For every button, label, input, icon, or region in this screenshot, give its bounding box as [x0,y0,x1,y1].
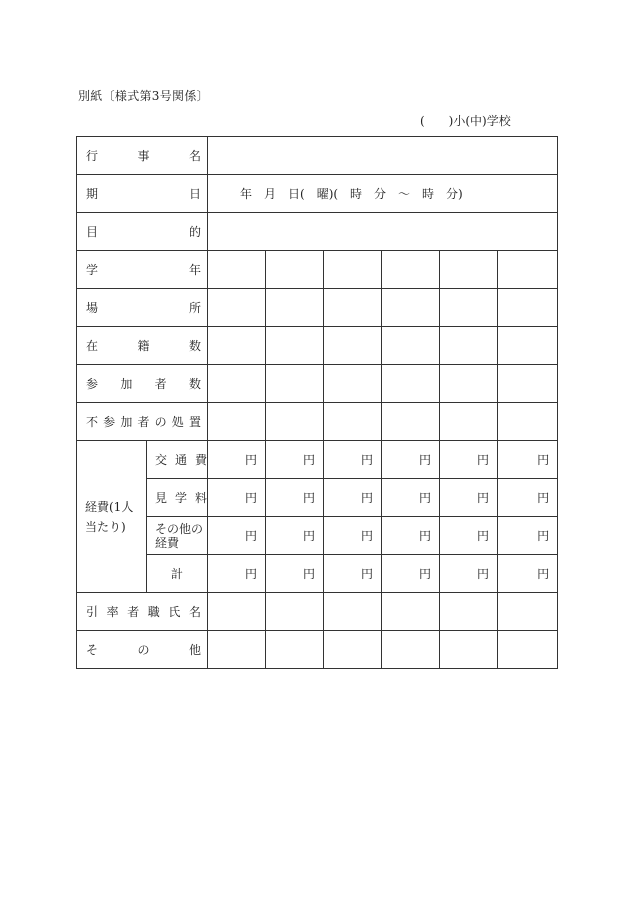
field-cell[interactable] [324,403,382,441]
yen-cell[interactable]: 円 [498,555,558,593]
label-admission [147,479,208,517]
field-cell[interactable] [498,631,558,669]
field-cell[interactable] [208,251,266,289]
yen-cell[interactable]: 円 [498,517,558,555]
label-char: 参 [103,415,116,429]
field-cell[interactable] [208,593,266,631]
label-char: 加 [120,415,133,429]
label-char: 名 [189,149,202,163]
field-cell[interactable] [498,365,558,403]
yen-cell[interactable]: 円 [266,555,324,593]
yen-cell[interactable]: 円 [440,441,498,479]
yen-cell[interactable]: 円 [440,479,498,517]
label-char: 的 [189,225,202,239]
field-cell[interactable] [498,327,558,365]
yen-cell[interactable]: 円 [208,479,266,517]
label-char: 職 [147,605,160,619]
field-cell[interactable] [324,631,382,669]
field-cell[interactable] [440,289,498,327]
yen-cell[interactable]: 円 [324,517,382,555]
label-date [77,175,208,213]
label-char: 数 [188,377,201,391]
field-cell[interactable] [498,593,558,631]
field-cell[interactable] [498,251,558,289]
field-cell[interactable] [208,631,266,669]
label-leaders [77,593,208,631]
label-char: 場 [86,301,99,315]
label-char: 通 [175,453,188,467]
field-cell[interactable] [382,403,440,441]
row-admission [77,479,558,517]
field-cell[interactable] [440,365,498,403]
field-cell[interactable] [440,327,498,365]
yen-cell[interactable]: 円 [208,517,266,555]
label-total: 計 [147,555,208,593]
row-transport [77,441,558,479]
field-cell[interactable] [266,251,324,289]
field-cell[interactable] [324,593,382,631]
label-char: 者 [127,605,140,619]
field-cell[interactable] [440,403,498,441]
label-char: 者 [137,415,150,429]
label-char: 在 [86,339,99,353]
label-char: 費 [195,453,208,467]
label-char: 年 [189,263,202,277]
field-cell[interactable] [440,251,498,289]
label-char: 見 [155,491,168,505]
label-enrolled [77,327,208,365]
field-cell[interactable] [266,593,324,631]
label-char: 氏 [168,605,181,619]
yen-cell[interactable]: 円 [324,441,382,479]
label-purpose [77,213,208,251]
label-char: 籍 [137,339,150,353]
yen-cell[interactable]: 円 [382,555,440,593]
label-char: 学 [86,263,99,277]
yen-cell[interactable]: 円 [324,555,382,593]
row-event-name [77,137,558,175]
field-cell[interactable] [324,289,382,327]
field-purpose[interactable] [208,213,558,251]
label-transport [147,441,208,479]
field-cell[interactable] [440,631,498,669]
label-grade [77,251,208,289]
field-cell[interactable] [498,289,558,327]
field-cell[interactable] [382,631,440,669]
yen-cell[interactable]: 円 [382,441,440,479]
field-cell[interactable] [266,631,324,669]
label-char: 目 [86,225,99,239]
row-participants [77,365,558,403]
label-char: 名 [188,605,201,619]
label-expenses-group [77,441,147,593]
label-place [77,289,208,327]
label-other-expenses [147,517,208,555]
school-name-line: ( )小(中)学校 [420,114,511,128]
yen-cell[interactable]: 円 [382,479,440,517]
field-cell[interactable] [382,365,440,403]
yen-cell[interactable]: 円 [208,441,266,479]
field-cell[interactable] [440,593,498,631]
yen-cell[interactable]: 円 [266,517,324,555]
row-purpose [77,213,558,251]
field-date[interactable]: 年 月 日( 曜)( 時 分 ～ 時 分) [208,175,558,213]
label-char: 者 [154,377,167,391]
event-report-form [76,136,558,669]
other-expenses-line-1: その他の [155,521,204,536]
label-char: 置 [188,415,201,429]
field-cell[interactable] [382,251,440,289]
yen-cell[interactable]: 円 [440,517,498,555]
label-char: 交 [155,453,168,467]
field-cell[interactable] [266,327,324,365]
label-char: の [137,643,150,657]
label-char: 数 [189,339,202,353]
row-total [77,555,558,593]
field-cell[interactable] [208,327,266,365]
field-cell[interactable] [382,593,440,631]
yen-cell[interactable]: 円 [498,479,558,517]
row-place [77,289,558,327]
label-char: 他 [189,643,202,657]
field-cell[interactable] [266,365,324,403]
form-heading: 別紙〔様式第3号関係〕 [78,89,209,103]
label-char: 料 [195,491,208,505]
field-cell[interactable] [208,365,266,403]
label-participants [77,365,208,403]
row-other-expenses [77,517,558,555]
label-char: そ [86,643,99,657]
field-event-name[interactable] [208,137,558,175]
label-char: 加 [120,377,133,391]
label-char: 率 [106,605,119,619]
row-grade [77,251,558,289]
label-char: 学 [175,491,188,505]
yen-cell[interactable]: 円 [266,441,324,479]
yen-cell[interactable]: 円 [498,441,558,479]
expenses-group-line-2: 当たり) [85,519,126,534]
yen-cell[interactable]: 円 [324,479,382,517]
field-cell[interactable] [208,403,266,441]
row-nonparticipants [77,403,558,441]
label-char: 引 [86,605,99,619]
label-char: 所 [189,301,202,315]
field-cell[interactable] [266,289,324,327]
field-cell[interactable] [324,365,382,403]
yen-cell[interactable]: 円 [266,479,324,517]
label-char: 不 [86,415,99,429]
field-cell[interactable] [324,327,382,365]
label-other [77,631,208,669]
field-cell[interactable] [208,289,266,327]
row-date [77,175,558,213]
field-cell[interactable] [324,251,382,289]
label-nonparticipants [77,403,208,441]
field-cell[interactable] [382,289,440,327]
row-other [77,631,558,669]
field-cell[interactable] [382,327,440,365]
yen-cell[interactable]: 円 [208,555,266,593]
expenses-group-line-1: 経費(1人 [85,499,134,514]
yen-cell[interactable]: 円 [440,555,498,593]
yen-cell[interactable]: 円 [382,517,440,555]
field-cell[interactable] [266,403,324,441]
row-leaders [77,593,558,631]
label-char: 事 [137,149,150,163]
label-char: 処 [171,415,184,429]
row-enrolled [77,327,558,365]
label-char: 行 [86,149,99,163]
label-char: 期 [86,187,99,201]
other-expenses-line-2: 経費 [155,535,180,550]
label-char: 参 [86,377,99,391]
field-cell[interactable] [498,403,558,441]
label-char: 日 [189,187,202,201]
label-event-name [77,137,208,175]
label-char: の [154,415,167,429]
